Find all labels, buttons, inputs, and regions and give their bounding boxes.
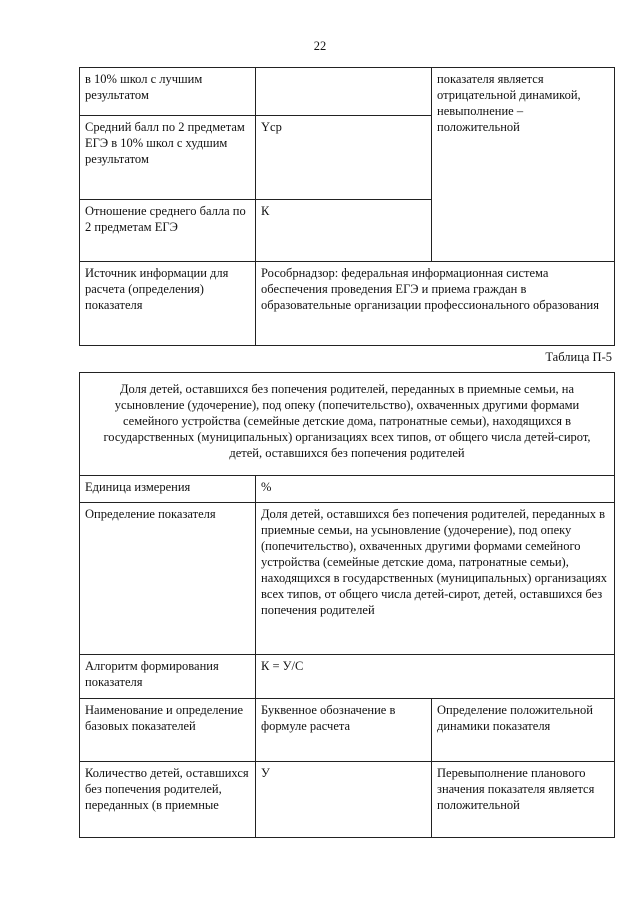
- table-cell: Отношение среднего балла по 2 предметам ЕГЭ: [80, 200, 256, 262]
- definition-label-cell: Определение показателя: [80, 503, 256, 655]
- table-row: [80, 262, 615, 346]
- source-value-cell: Рособрнадзор: федеральная информационная система обеспечения проведения ЕГЭ и приема граждан в образовательные организации профессионального образования: [256, 262, 615, 346]
- table-row: [80, 373, 615, 476]
- algorithm-value-cell: К = У/С: [256, 655, 615, 699]
- table-cell: Количество детей, оставшихся без попечения родителей, переданных (в приемные: [80, 762, 256, 838]
- base-header-cell: Определение положительной динамики показателя: [432, 699, 615, 762]
- unit-label-cell: Единица измерения: [80, 476, 256, 503]
- table-row: [80, 655, 615, 699]
- table-cell: У: [256, 762, 432, 838]
- base-header-cell: Буквенное обозначение в формуле расчета: [256, 699, 432, 762]
- source-label-cell: Источник информации для расчета (определения) показателя: [80, 262, 256, 346]
- indicator-table-p5: [79, 372, 615, 838]
- table-cell: Перевыполнение планового значения показателя является положительной: [432, 762, 615, 838]
- definition-value-cell: Доля детей, оставшихся без попечения родителей, переданных в приемные семьи, на усыновление (удочерение), под опеку (попечительство), охваченных другими формами семейного устройства (семейные детские дома, патронатные семьи), находящихся в государственных (муниципальных) организациях всех типов, от общего числа детей-сирот, детей, оставшихся без попечения родителей: [256, 503, 615, 655]
- indicator-table-continued: [79, 67, 615, 346]
- table-caption: Таблица П-5: [545, 350, 612, 364]
- table-cell: [256, 68, 432, 116]
- base-header-cell: Наименование и определение базовых показателей: [80, 699, 256, 762]
- table-row: [80, 762, 615, 838]
- table-cell: в 10% школ с лучшим результатом: [80, 68, 256, 116]
- table-row: [80, 68, 615, 116]
- table-row: [80, 503, 615, 655]
- table-row: [80, 476, 615, 503]
- dynamics-cell: показателя является отрицательной динамикой, невыполнение – положительной: [432, 68, 615, 262]
- table-cell: К: [256, 200, 432, 262]
- table-cell: Yср: [256, 116, 432, 200]
- table-row: [80, 699, 615, 762]
- table-cell: Средний балл по 2 предметам ЕГЭ в 10% школ с худшим результатом: [80, 116, 256, 200]
- algorithm-label-cell: Алгоритм формирования показателя: [80, 655, 256, 699]
- unit-value-cell: %: [256, 476, 615, 503]
- page-number: 22: [313, 39, 327, 53]
- indicator-title-cell: Доля детей, оставшихся без попечения родителей, переданных в приемные семьи, на усыновление (удочерение), под опеку (попечительство), охваченных другими формами семейного устройства (семейные детские дома, патронатные семьи), находящихся в государственных (муниципальных) организациях всех типов, от общего числа детей-сирот, детей, оставшихся без попечения родителей: [80, 373, 615, 476]
